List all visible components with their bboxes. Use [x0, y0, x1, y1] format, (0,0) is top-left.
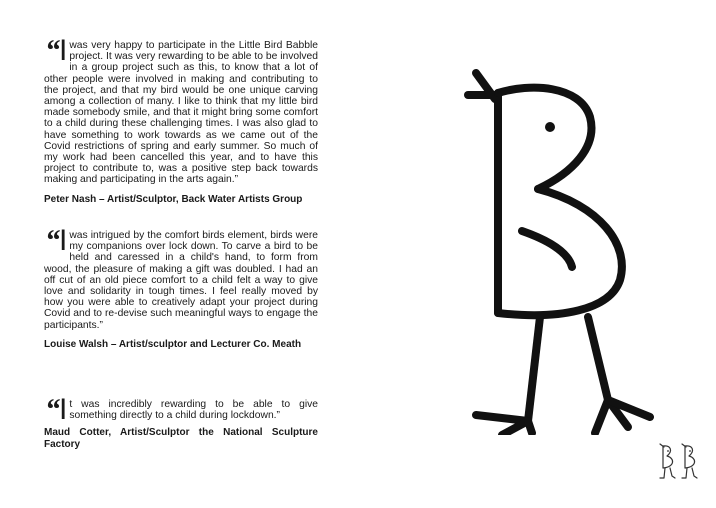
testimonial-body: was very happy to participate in the Little Bird Babble project. It was very rewarding to be able to be involved in a group project such as this, to know that a lot of other people were involved in making and contributing to the project, and that my bird would be one unique carving among a collection of many. I like to think that my little bird made somebody smile, and that it might bring some comfort to a child during these challenging times. I was also glad to have something to work towards as we came out of the Covid restrictions of spring and early summer. So much of my work had been cancelled this year, and to have this project to contribute to, was a positive step back towards making and participating in the arts again.”: [44, 40, 318, 186]
testimonial-body: was intrigued by the comfort birds element, birds were my companions over lock down. To carve a bird to be held and caressed in a child's hand, to form from wood, the pleasure of making a gift was doubled. I had an off cut of an old piece comfort to a child felt a way to give love and solidarity in tough times. I feel really moved by how you were able to creatively adapt your project during Covid and to re-devise such meaningful ways to engage the participants.”: [44, 230, 318, 331]
quote-mark-icon: “: [45, 224, 58, 257]
testimonial-author: Louise Walsh – Artist/sculptor and Lecturer Co. Meath: [44, 338, 302, 350]
drop-cap: I: [59, 393, 68, 426]
testimonial-text: [44, 34, 318, 186]
testimonial-text: [44, 393, 318, 426]
testimonial-text: [44, 224, 318, 331]
testimonial-maud-cotter: [44, 393, 318, 451]
testimonial-body: t was incredibly rewarding to be able to give something directly to a child during lockdown.”: [69, 399, 318, 422]
quote-mark-icon: “: [45, 34, 58, 67]
quote-mark-icon: “: [45, 393, 58, 426]
drop-cap: I: [59, 224, 68, 257]
testimonial-louise-walsh: [44, 224, 318, 351]
testimonial-peter-nash: [44, 34, 318, 206]
testimonial-author: Maud Cotter, Artist/Sculptor the National Sculpture Factory: [44, 427, 318, 451]
testimonial-author: Peter Nash – Artist/Sculptor, Back Water Artists Group: [44, 193, 303, 205]
drop-cap: I: [59, 34, 68, 67]
bird-b-illustration: [440, 55, 660, 435]
little-bird-babble-logo: [655, 440, 703, 482]
